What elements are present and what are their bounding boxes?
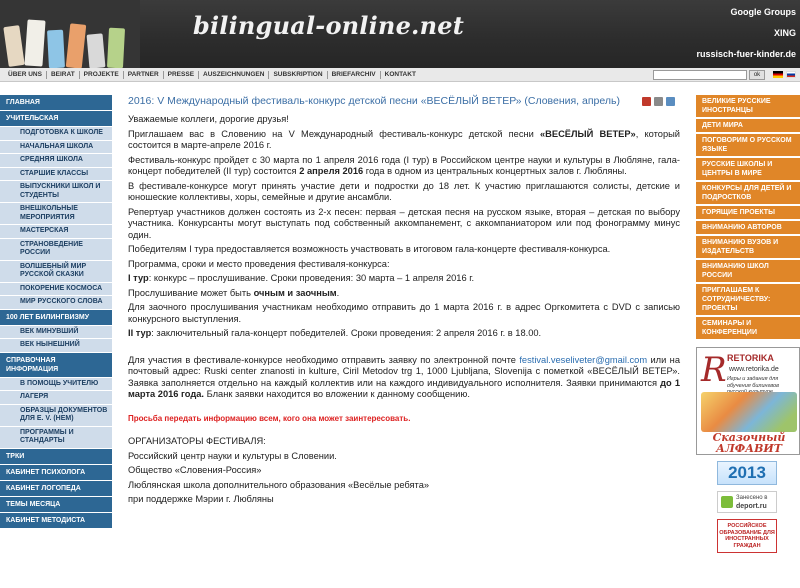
russian-education-banner[interactable]: РОССИЙСКОЕ ОБРАЗОВАНИЕ ДЛЯ ИНОСТРАННЫХ ГРАЖДАН [717,519,777,553]
left-nav-item[interactable]: ВЫПУСКНИКИ ШКОЛ И СТУДЕНТЫ [0,181,112,203]
left-nav-item[interactable]: ГЛАВНАЯ [0,95,112,111]
right-nav-item[interactable]: ВНИМАНИЮ ВУЗОВ И ИЗДАТЕЛЬСТВ [696,236,800,260]
right-nav-item[interactable]: РУССКИЕ ШКОЛЫ И ЦЕНТРЫ В МИРЕ [696,158,800,182]
right-nav-item[interactable]: ВНИМАНИЮ АВТОРОВ [696,221,800,236]
deport-logo-icon [721,496,733,508]
organizer-item: Общество «Словения-Россия» [128,465,262,475]
print-icon[interactable] [654,97,663,106]
article-tools [642,97,675,106]
alfavit-image [701,392,797,432]
paragraph-participants: В фестивале-конкурсе могут принять участие дети и подростки до 18 лет. К участию приглашаются солисты, детские и юношеские коллективы, хоры, семейные и другие ансамбли. [128,180,680,202]
left-nav-item[interactable]: МАСТЕРСКАЯ [0,225,112,239]
paragraph-program: Программа, сроки и место проведения фестиваля-конкурса: [128,258,390,269]
deport-line1: Занесено в [736,495,768,501]
topnav-partner[interactable]: PARTNER [124,71,164,79]
left-nav-item[interactable]: ВЕК МИНУВШИЙ [0,326,112,340]
right-nav [696,95,800,341]
paragraph-application: Для участия в фестивале-конкурсе необходимо отправить заявку по электронной почте festival.veseliveter@gmail.com или на почтовый адрес: Ruski center znanosti in kulture, Ciril Metodov trg 1, 1000 Ljubljana, Slovenija с пометкой «ВЕСЁЛЫЙ ВЕТЕР». Заявка заполняется отдельно на каждый коллектив или на каждого индивидуального исполнителя. Заявки принимаются до 1 марта 2016 года. Бланк заявки находится во вложении к данному сообщению. [128,354,680,399]
topnav-subskription[interactable]: SUBSKRIPTION [269,71,327,79]
left-nav-item[interactable]: СПРАВОЧНАЯ ИНФОРМАЦИЯ [0,353,112,378]
right-nav-item[interactable]: СЕМИНАРЫ И КОНФЕРЕНЦИИ [696,317,800,341]
right-nav-item[interactable]: КОНКУРСЫ ДЛЯ ДЕТЕЙ И ПОДРОСТКОВ [696,182,800,206]
paragraph-audition: Прослушивание может быть очным и заочным. [128,287,340,298]
right-nav-item[interactable]: ВЕЛИКИЕ РУССКИЕ ИНОСТРАНЦЫ [696,95,800,119]
link-google-groups[interactable]: Google Groups [730,7,796,17]
article-title[interactable]: 2016: V Международный фестиваль-конкурс детской песни «ВЕСЁЛЫЙ ВЕТЕР» (Словения, апрель) [128,95,620,107]
paragraph-round2: II тур: заключительный гала-концерт победителей. Сроки проведения: 2 апреля 2016 г. в 18.00. [128,328,542,338]
right-nav-item[interactable]: ГОРЯЩИЕ ПРОЕКТЫ [696,206,800,221]
article-content [128,95,680,509]
topnav-projekte[interactable]: PROJEKTE [80,71,124,79]
left-nav-item[interactable]: ПОДГОТОВКА К ШКОЛЕ [0,127,112,141]
left-nav-item[interactable]: ЛАГЕРЯ [0,391,112,405]
topnav-presse[interactable]: PRESSE [164,71,199,79]
paragraph-dates: Фестиваль-конкурс пройдет с 30 марта по 1 апреля 2016 года (I тур) в Российском центре науки и культуры в Любляне, гала-концерт победителей (II тур) состоится 2 апреля 2016 года в одном из центральных концертных залов г. Любляны. [128,154,680,176]
link-xing[interactable]: XING [773,28,796,38]
deport-line2: deport.ru [736,503,767,510]
retorika-text: Игры и задания для обучения билингвов [727,376,779,389]
left-nav-item[interactable]: ВНЕШКОЛЬНЫЕ МЕРОПРИЯТИЯ [0,203,112,225]
deport-banner[interactable] [717,491,777,513]
paragraph-repertoire: Репертуар участников должен состоять из 2-х песен: первая – детская песня на русском языке, вторая – детская по выбору участника. Конкурсанты могут выступать под собственный аккомпанемент, с аккомпаниатором или под фонограмму минус один. [128,206,680,240]
flag-de-icon[interactable] [773,71,783,78]
link-russisch-fuer-kinder[interactable]: russisch-fuer-kinder.de [696,49,796,59]
retorika-name: RETORIKA [727,353,774,363]
topnav-kontakt[interactable]: KONTAKT [384,71,416,78]
pdf-icon[interactable] [642,97,651,106]
left-nav-item[interactable]: В ПОМОЩЬ УЧИТЕЛЮ [0,378,112,392]
left-nav-item[interactable]: КАБИНЕТ МЕТОДИСТА [0,513,112,529]
left-nav-item[interactable]: СТРАНОВЕДЕНИЕ РОССИИ [0,239,112,261]
top-navigation [0,68,800,82]
right-nav-item[interactable]: ПРИГЛАШАЕМ К СОТРУДНИЧЕСТВУ: ПРОЕКТЫ [696,284,800,317]
left-nav-item[interactable]: ВЕК НЫНЕШНИЙ [0,339,112,353]
right-sidebar [696,95,800,553]
email-icon[interactable] [666,97,675,106]
banner-2013[interactable]: 2013 [717,461,777,485]
external-links [696,2,796,65]
left-nav-item[interactable]: КАБИНЕТ ПСИХОЛОГА [0,465,112,481]
share-note: Просьба передать информацию всем, кого она может заинтересовать. [128,413,411,423]
left-nav-item[interactable]: ТРКИ [0,449,112,465]
paragraph-remote: Для заочного прослушивания участникам необходимо отправить до 1 марта 2016 г. в адрес Оргкомитета с DVD с записью конкурсного выступления. [128,302,680,324]
organizer-item: при поддержке Мэрии г. Любляны [128,494,274,504]
right-nav-item[interactable]: ПОГОВОРИМ О РУССКОМ ЯЗЫКЕ [696,134,800,158]
topnav-briefarchiv[interactable]: BRIEFARCHIV [328,71,381,79]
paragraph-round1: I тур: конкурс – прослушивание. Сроки проведения: 30 марта – 1 апреля 2016 г. [128,273,475,283]
site-header [0,0,800,68]
left-nav-item[interactable]: ВОЛШЕБНЫЙ МИР РУССКОЙ СКАЗКИ [0,261,112,283]
email-link[interactable]: festival.veseliveter@gmail.com [519,354,648,365]
retorika-banner[interactable] [696,347,800,455]
left-nav-item[interactable]: ОБРАЗЦЫ ДОКУМЕНТОВ ДЛЯ E. V. (НЕМ) [0,405,112,427]
organizers-title: ОРГАНИЗАТОРЫ ФЕСТИВАЛЯ: [128,436,266,446]
left-nav-item[interactable]: УЧИТЕЛЬСКАЯ [0,111,112,127]
left-nav-item[interactable]: 100 ЛЕТ БИЛИНГВИЗМУ [0,310,112,326]
left-nav-item[interactable]: МИР РУССКОГО СЛОВА [0,296,112,310]
left-nav-item[interactable]: ТЕМЫ МЕСЯЦА [0,497,112,513]
flag-ru-icon[interactable] [786,71,796,78]
left-nav-item[interactable]: НАЧАЛЬНАЯ ШКОЛА [0,141,112,155]
search-button[interactable]: ok [749,70,765,80]
left-nav-item[interactable]: СТАРШИЕ КЛАССЫ [0,168,112,182]
left-nav-item[interactable]: СРЕДНЯЯ ШКОЛА [0,154,112,168]
search-input[interactable] [653,70,747,80]
left-sidebar [0,95,112,529]
topnav-beirat[interactable]: BEIRAT [47,71,80,79]
paragraph-winners: Победителям I тура предоставляется возможность участвовать в итоговом гала-концерте фестиваля-конкурса. [128,244,611,254]
topnav-auszeichnungen[interactable]: AUSZEICHNUNGEN [199,71,269,79]
left-nav-item[interactable]: КАБИНЕТ ЛОГОПЕДА [0,481,112,497]
right-nav-item[interactable]: ВНИМАНИЮ ШКОЛ РОССИИ [696,260,800,284]
retorika-url: www.retorika.de [729,366,779,373]
organizer-item: Российский центр науки и культуры в Словении. [128,450,337,461]
right-nav-item[interactable]: ДЕТИ МИРА [696,119,800,134]
left-nav-item[interactable]: ПРОГРАММЫ И СТАНДАРТЫ [0,427,112,449]
retorika-logo-icon: R [701,350,727,390]
chalk-decoration [0,0,140,68]
site-title[interactable]: bilingual-online.net [193,11,465,40]
paragraph-invite: Приглашаем вас в Словению на V Международный фестиваль-конкурс детской песни «ВЕСЁЛЫЙ ВЕТЕР», который состоится в марте-апреле 2016 г. [128,128,680,150]
organizer-item: Люблянская школа дополнительного образования «Весёлые ребята» [128,479,430,490]
alfavit-title: Сказочный АЛФАВИТ [712,431,786,455]
topnav-ueber-uns[interactable]: ÜBER UNS [4,71,47,79]
greeting: Уважаемые коллеги, дорогие друзья! [128,114,289,124]
left-nav-item[interactable]: ПОКОРЕНИЕ КОСМОСА [0,283,112,297]
